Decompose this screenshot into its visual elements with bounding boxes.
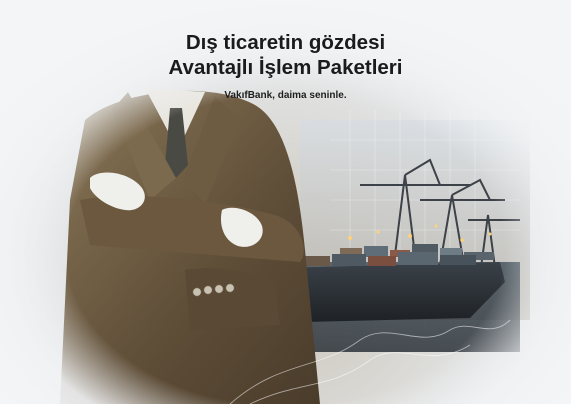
headline-line-2: Avantajlı İşlem Paketleri [168,56,403,79]
headline [0,30,571,80]
tagline: VakıfBank, daima seninle. [224,90,347,101]
headline-line-1: Dış ticaretin gözdesi [185,31,386,54]
